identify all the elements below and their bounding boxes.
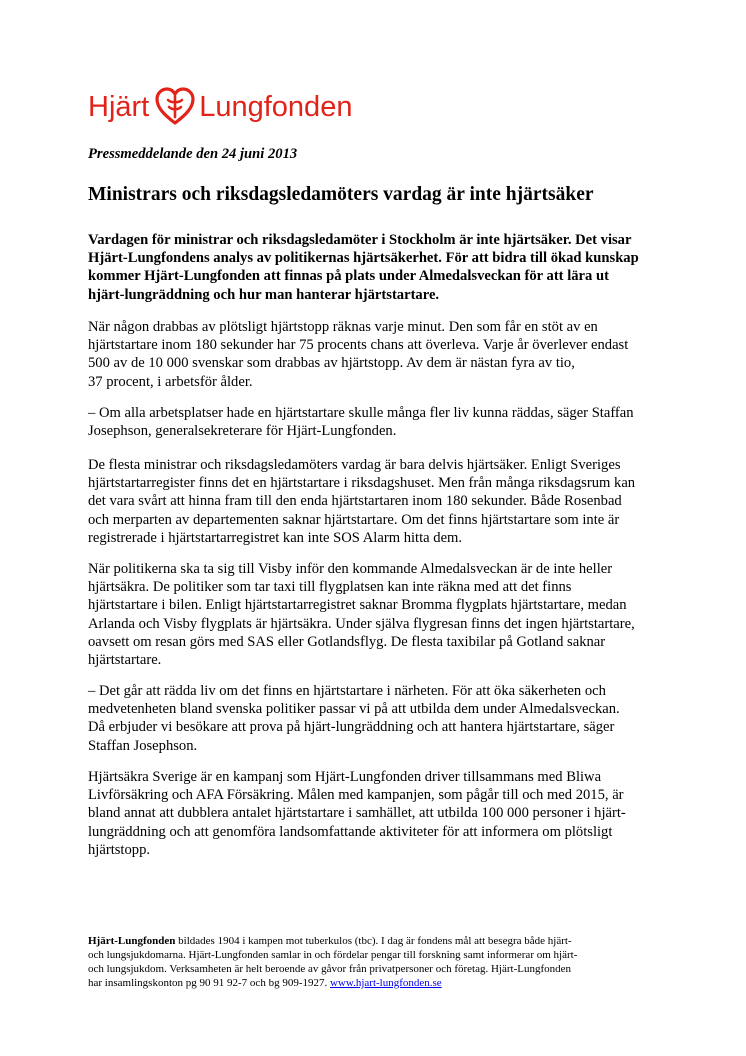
text-line: Vardagen för ministrar och riksdagsledamöter i Stockholm är inte hjärtsäker. Det visar xyxy=(88,232,632,248)
text-line: lungräddning och att genomföra landsomfattande aktiviteter för att informera om plötsligt xyxy=(88,823,613,840)
text-line: Livförsäkring och AFA Försäkring. Målen med kampanjen, som pågår till och med 2015, är xyxy=(88,787,624,804)
text-line: har insamlingskonton pg 90 91 92-7 och bg 909-1927. xyxy=(88,977,330,989)
text-line: 500 av de 10 000 svenskar som drabbas av hjärtstopp. Av dem är nästan fyra av tio, xyxy=(88,355,575,372)
text-line: hjärtsäkra. De politiker som tar taxi till flygplatsen kan inte räkna med att det finns xyxy=(88,579,572,596)
lead-paragraph xyxy=(88,231,668,304)
text-line: registrerade i hjärtstartarregistret kan inte SOS Alarm hitta dem. xyxy=(88,529,463,546)
text-line: När politikerna ska ta sig till Visby inför den kommande Almedalsveckan är de inte heller xyxy=(88,561,613,577)
text-line: medvetenheten bland svenska politiker passar vi på att utbilda dem under Almedalsveckan. xyxy=(88,701,620,718)
footer-org-name: Hjärt-Lungfonden xyxy=(88,935,176,947)
logo-text-right: Lungfonden xyxy=(199,90,353,123)
text-line: det vara svårt att hinna fram till den enda hjärtstartaren inom 180 sekunder. Både Rosenbad xyxy=(88,493,622,510)
text-line: De flesta ministrar och riksdagsledamöters vardag är bara delvis hjärtsäker. Enligt Sveriges xyxy=(88,457,621,473)
text-line: – Om alla arbetsplatser hade en hjärtstartare skulle många fler liv kunna räddas, säger Staffan xyxy=(88,405,634,421)
body-paragraph-4 xyxy=(88,560,668,669)
text-line: Då erbjuder vi besökare att prova på hjärt-lungräddning och att hantera hjärtstartare, säger xyxy=(88,719,615,736)
text-line: – Det går att rädda liv om det finns en hjärtstartare i närheten. För att öka säkerheten och xyxy=(88,683,606,699)
text-line: hjärtstartare i bilen. Enligt hjärtstartarregistret saknar Bromma flygplats hjärtstartare, medan xyxy=(88,597,627,614)
text-line: hjärtstartare. xyxy=(88,652,162,669)
body-paragraph-3 xyxy=(88,456,668,547)
text-line: hjärtstopp. xyxy=(88,841,151,858)
text-line: Hjärt-Lungfondens analys av politikernas hjärtsäkerhet. För att bidra till ökad kunskap xyxy=(88,250,639,267)
text-line: och lungsjukdomarna. Hjärt-Lungfonden samlar in och fördelar pengar till forskning samt informerar om hjärt- xyxy=(88,949,578,961)
footer-boilerplate xyxy=(88,934,668,990)
text-line: hjärt-lungräddning och hur man hanterar hjärtstartare. xyxy=(88,286,440,303)
text-line: kommer Hjärt-Lungfonden att finnas på plats under Almedalsveckan för att lära ut xyxy=(88,268,609,285)
text-line: Arlanda och Visby flygplats är hjärtsäkra. Under själva flygresan finns det ingen hjärtstartare, xyxy=(88,615,635,632)
text-line: och lungsjukdom. Verksamheten är helt beroende av gåvor från privatpersoner och företag. Hjärt-Lungfonden xyxy=(88,963,572,975)
logo xyxy=(88,87,352,127)
text-line: hjärtstartare inom 180 sekunder har 75 procents chans att överleva. Varje år överlever endast xyxy=(88,337,629,354)
text-line: bland annat att dubblera antalet hjärtstartare i samhället, att utbilda 100 000 personer i hjärt- xyxy=(88,805,626,822)
body-paragraph-2 xyxy=(88,404,668,440)
text-line: Hjärtsäkra Sverige är en kampanj som Hjärt-Lungfonden driver tillsammans med Bliwa xyxy=(88,769,602,785)
press-release-date: Pressmeddelande den 24 juni 2013 xyxy=(88,146,298,162)
text-line: oavsett om resan görs med SAS eller Gotlandsflyg. De flesta taxibilar på Gotland saknar xyxy=(88,633,606,650)
text-line: bildades 1904 i kampen mot tuberkulos (tbc). I dag är fondens mål att besegra både hjärt- xyxy=(175,935,572,947)
text-line: När någon drabbas av plötsligt hjärtstopp räknas varje minut. Den som får en stöt av en xyxy=(88,319,598,335)
body-paragraph-5 xyxy=(88,682,668,755)
text-line: Josephson, generalsekreterare för Hjärt-Lungfonden. xyxy=(88,423,397,440)
logo-text-left: Hjärt xyxy=(88,90,150,123)
website-link[interactable]: www.hjart-lungfonden.se xyxy=(329,977,442,989)
heart-icon xyxy=(155,87,195,127)
text-line: 37 procent, i arbetsför ålder. xyxy=(88,373,253,390)
text-line: Staffan Josephson. xyxy=(88,737,198,754)
body-paragraph-6 xyxy=(88,768,668,859)
page-title: Ministrars och riksdagsledamöters vardag är inte hjärtsäker xyxy=(88,184,594,205)
text-line: hjärtstartarregister finns det en hjärtstartare i riksdagshuset. Men från många riksdagsrum kan xyxy=(88,475,636,492)
text-line: och merparten av departementen saknar hjärtstartare. Om det finns hjärtstartare som inte är xyxy=(88,511,620,528)
body-paragraph-1 xyxy=(88,318,668,391)
